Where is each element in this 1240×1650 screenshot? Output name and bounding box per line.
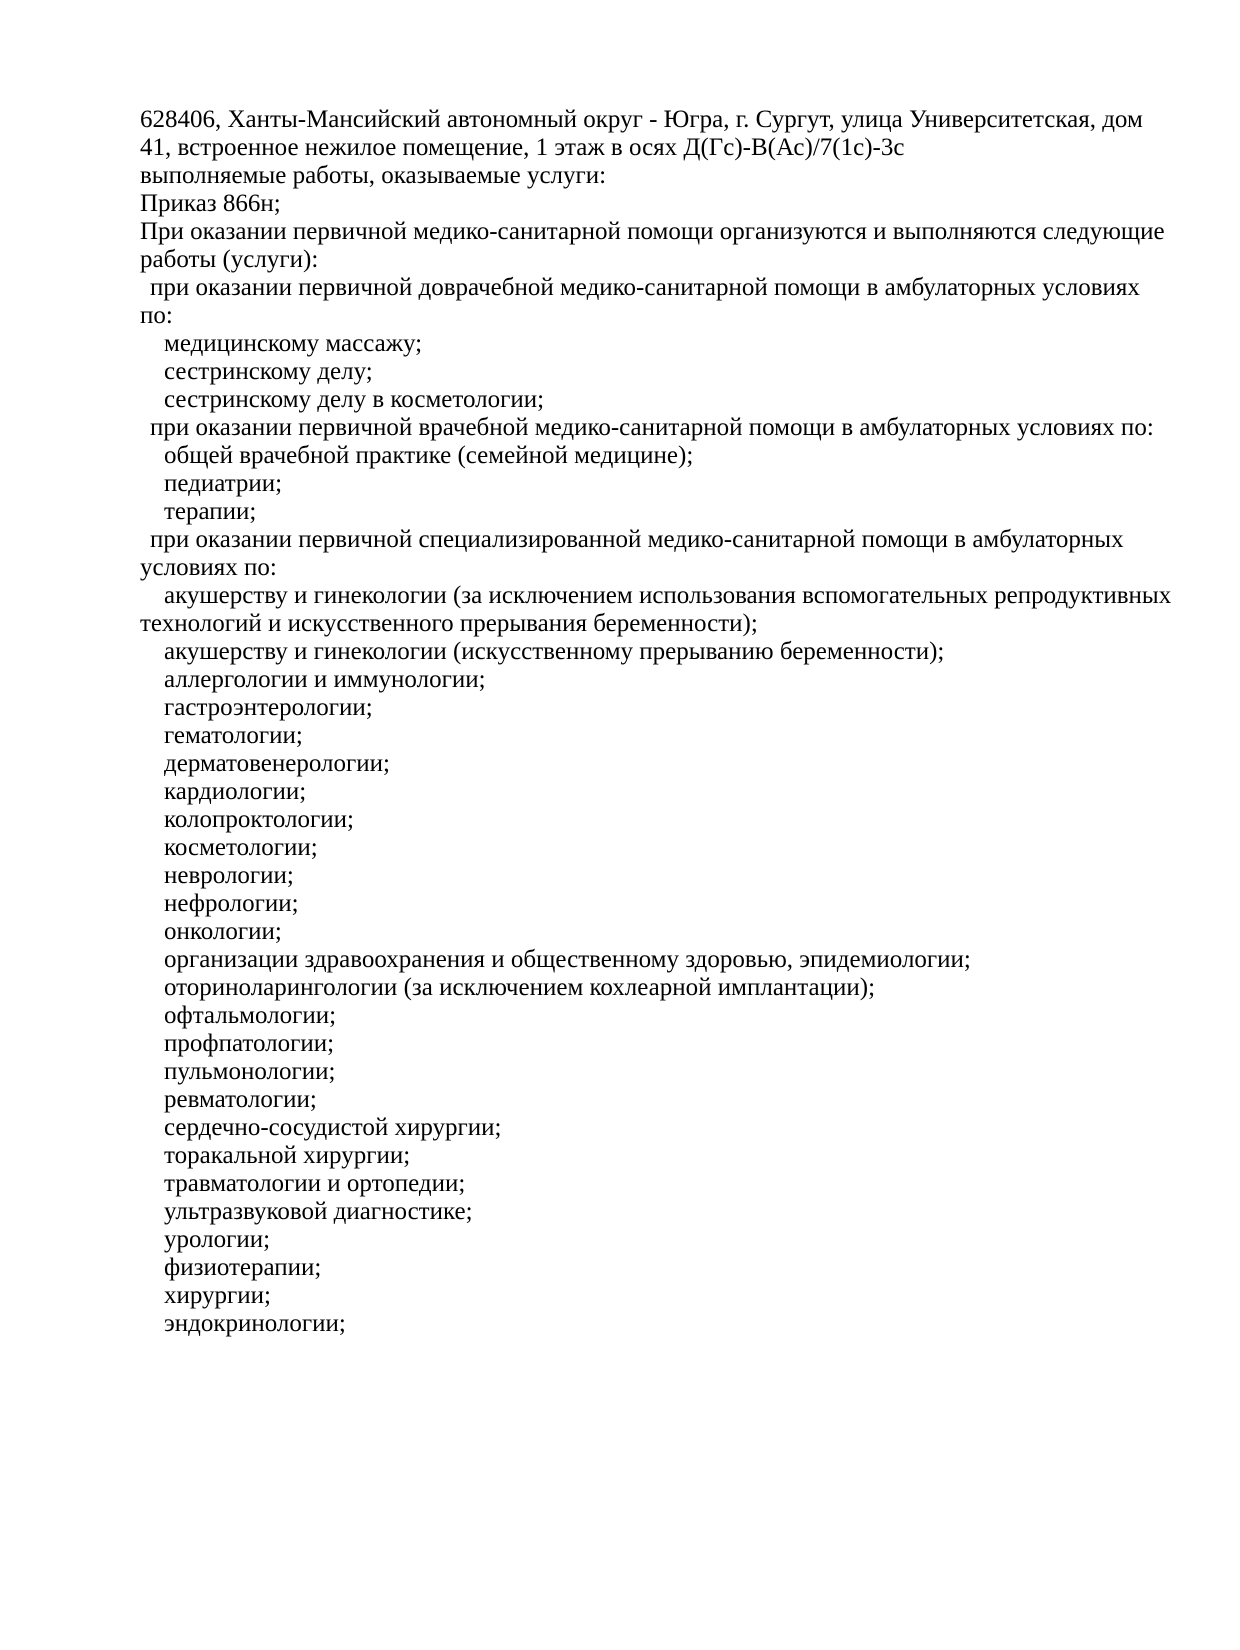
text-line: при оказании первичной специализированной медико-санитарной помощи в амбулаторных xyxy=(150,526,1124,553)
text-line: косметологии; xyxy=(164,834,318,861)
text-line: дерматовенерологии; xyxy=(164,750,390,777)
text-line: по: xyxy=(140,302,173,329)
text-line: При оказании первичной медико-санитарной помощи организуются и выполняются следующие xyxy=(140,218,1165,245)
text-line: физиотерапии; xyxy=(164,1254,322,1281)
text-line: гематологии; xyxy=(164,722,303,749)
text-line: пульмонологии; xyxy=(164,1058,336,1085)
text-line: ультразвуковой диагностике; xyxy=(164,1198,473,1225)
text-line: оториноларингологии (за исключением кохлеарной имплантации); xyxy=(164,974,876,1001)
text-line: работы (услуги): xyxy=(140,246,319,273)
text-line: акушерству и гинекологии (искусственному прерыванию беременности); xyxy=(164,638,945,665)
text-line: при оказании первичной врачебной медико-санитарной помощи в амбулаторных условиях по: xyxy=(150,414,1154,441)
text-line: торакальной хирургии; xyxy=(164,1142,411,1169)
text-line: профпатологии; xyxy=(164,1030,335,1057)
text-line: аллергологии и иммунологии; xyxy=(164,666,486,693)
text-line: гастроэнтерологии; xyxy=(164,694,373,721)
text-line: колопроктологии; xyxy=(164,806,354,833)
text-line: организации здравоохранения и общественному здоровью, эпидемиологии; xyxy=(164,946,971,973)
text-line: 41, встроенное нежилое помещение, 1 этаж в осях Д(Гс)-В(Ас)/7(1с)-3с xyxy=(140,134,905,161)
text-line: нефрологии; xyxy=(164,890,299,917)
text-line: акушерству и гинекологии (за исключением использования вспомогательных репродуктивных xyxy=(164,582,1172,609)
text-line: офтальмологии; xyxy=(164,1002,337,1029)
text-line: кардиологии; xyxy=(164,778,307,805)
text-line: эндокринологии; xyxy=(164,1310,346,1337)
text-line: сестринскому делу; xyxy=(164,358,373,385)
text-line: неврологии; xyxy=(164,862,294,889)
text-line: сердечно-сосудистой хирургии; xyxy=(164,1114,502,1141)
text-line: хирургии; xyxy=(164,1282,272,1309)
document-text-block xyxy=(140,106,1210,1338)
text-line: Приказ 866н; xyxy=(140,190,281,217)
text-line: терапии; xyxy=(164,498,257,525)
text-line: онкологии; xyxy=(164,918,282,945)
text-line: общей врачебной практике (семейной медицине); xyxy=(164,442,694,469)
text-line: медицинскому массажу; xyxy=(164,330,423,357)
text-line: урологии; xyxy=(164,1226,271,1253)
text-line: при оказании первичной доврачебной медико-санитарной помощи в амбулаторных условиях xyxy=(150,274,1140,301)
text-line: выполняемые работы, оказываемые услуги: xyxy=(140,162,607,189)
text-line: педиатрии; xyxy=(164,470,283,497)
text-line: травматологии и ортопедии; xyxy=(164,1170,466,1197)
text-line: ревматологии; xyxy=(164,1086,317,1113)
text-line: сестринскому делу в косметологии; xyxy=(164,386,545,413)
text-line: технологий и искусственного прерывания беременности); xyxy=(140,610,758,637)
text-line: условиях по: xyxy=(140,554,277,581)
text-line: 628406, Ханты-Мансийский автономный округ - Югра, г. Сургут, улица Университетская, дом xyxy=(140,106,1143,133)
